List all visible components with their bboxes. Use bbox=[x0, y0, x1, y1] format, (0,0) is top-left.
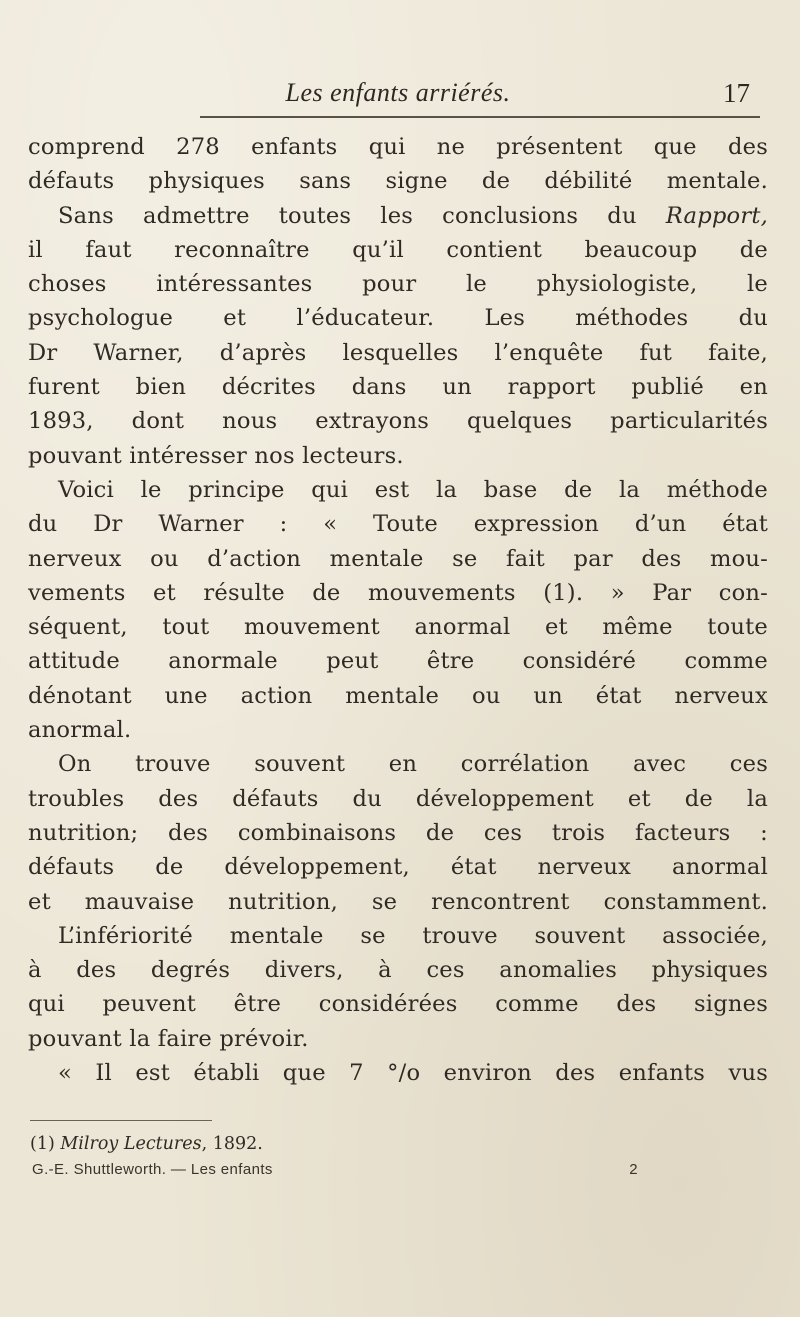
text-line: du Dr Warner : « Toute expression d’un état bbox=[28, 511, 768, 538]
text-line: comprend 278 enfants qui ne présentent que des bbox=[28, 134, 768, 160]
text-line: Voici le principe qui est la base de la méthode bbox=[58, 476, 768, 503]
text-line: 1893, dont nous extrayons quelques particularités bbox=[28, 408, 768, 435]
footnote-rest: , 1892. bbox=[201, 1134, 263, 1155]
running-title: Les enfants arriérés. bbox=[285, 78, 511, 107]
text-line: pouvant la faire prévoir. bbox=[28, 1025, 309, 1052]
text-line: anormal. bbox=[28, 717, 132, 744]
signature-text: G.-E. Shuttleworth. — Les enfants bbox=[32, 1161, 273, 1179]
text-line: attitude anormale peut être considéré comme bbox=[28, 648, 768, 675]
text-line: furent bien décrites dans un rapport publié en bbox=[28, 374, 768, 401]
text-line: qui peuvent être considérées comme des signes bbox=[28, 991, 768, 1018]
footnote-title: Milroy Lectures bbox=[60, 1134, 202, 1155]
page-number: 17 bbox=[723, 78, 750, 108]
text-line: dénotant une action mentale ou un état nerveux bbox=[28, 682, 768, 709]
running-head bbox=[28, 70, 768, 116]
body-text bbox=[28, 130, 768, 1090]
printer-signature bbox=[28, 1161, 768, 1187]
text-line bbox=[28, 199, 768, 233]
text-line: vements et résulte de mouvements (1). » Par con- bbox=[28, 579, 768, 606]
text-segment: Sans admettre toutes les conclusions du bbox=[58, 202, 637, 229]
text-line: « Il est établi que 7 °/o environ des enfants vus bbox=[58, 1060, 768, 1087]
text-line: défauts de développement, état nerveux anormal bbox=[28, 854, 768, 881]
text-line: pouvant intéresser nos lecteurs. bbox=[28, 442, 404, 469]
text-line: défauts physiques sans signe de débilité mentale. bbox=[28, 168, 768, 195]
text-line: nerveux ou d’action mentale se fait par des mou- bbox=[28, 545, 768, 572]
header-rule bbox=[200, 116, 760, 118]
text-line: L’infériorité mentale se trouve souvent associée, bbox=[58, 922, 768, 949]
text-line: séquent, tout mouvement anormal et même toute bbox=[28, 614, 768, 641]
footnote-marker: (1) bbox=[30, 1134, 55, 1155]
text-line: il faut reconnaître qu’il contient beaucoup de bbox=[28, 236, 768, 263]
footnote bbox=[28, 1131, 768, 1157]
text-line: nutrition; des combinaisons de ces trois facteurs : bbox=[28, 819, 768, 846]
text-line: On trouve souvent en corrélation avec ces bbox=[58, 751, 768, 778]
text-line: à des degrés divers, à ces anomalies physiques bbox=[28, 957, 768, 984]
footnote-rule bbox=[30, 1120, 212, 1121]
italic-word: Rapport, bbox=[665, 202, 768, 229]
text-line: choses intéressantes pour le physiologiste, le bbox=[28, 271, 768, 298]
text-line: Dr Warner, d’après lesquelles l’enquête fut faite, bbox=[28, 339, 768, 366]
text-line: et mauvaise nutrition, se rencontrent constamment. bbox=[28, 888, 768, 915]
text-line: psychologue et l’éducateur. Les méthodes du bbox=[28, 305, 768, 332]
text-line: troubles des défauts du développement et de la bbox=[28, 785, 768, 812]
book-page bbox=[28, 70, 768, 1187]
signature-number: 2 bbox=[629, 1161, 638, 1179]
